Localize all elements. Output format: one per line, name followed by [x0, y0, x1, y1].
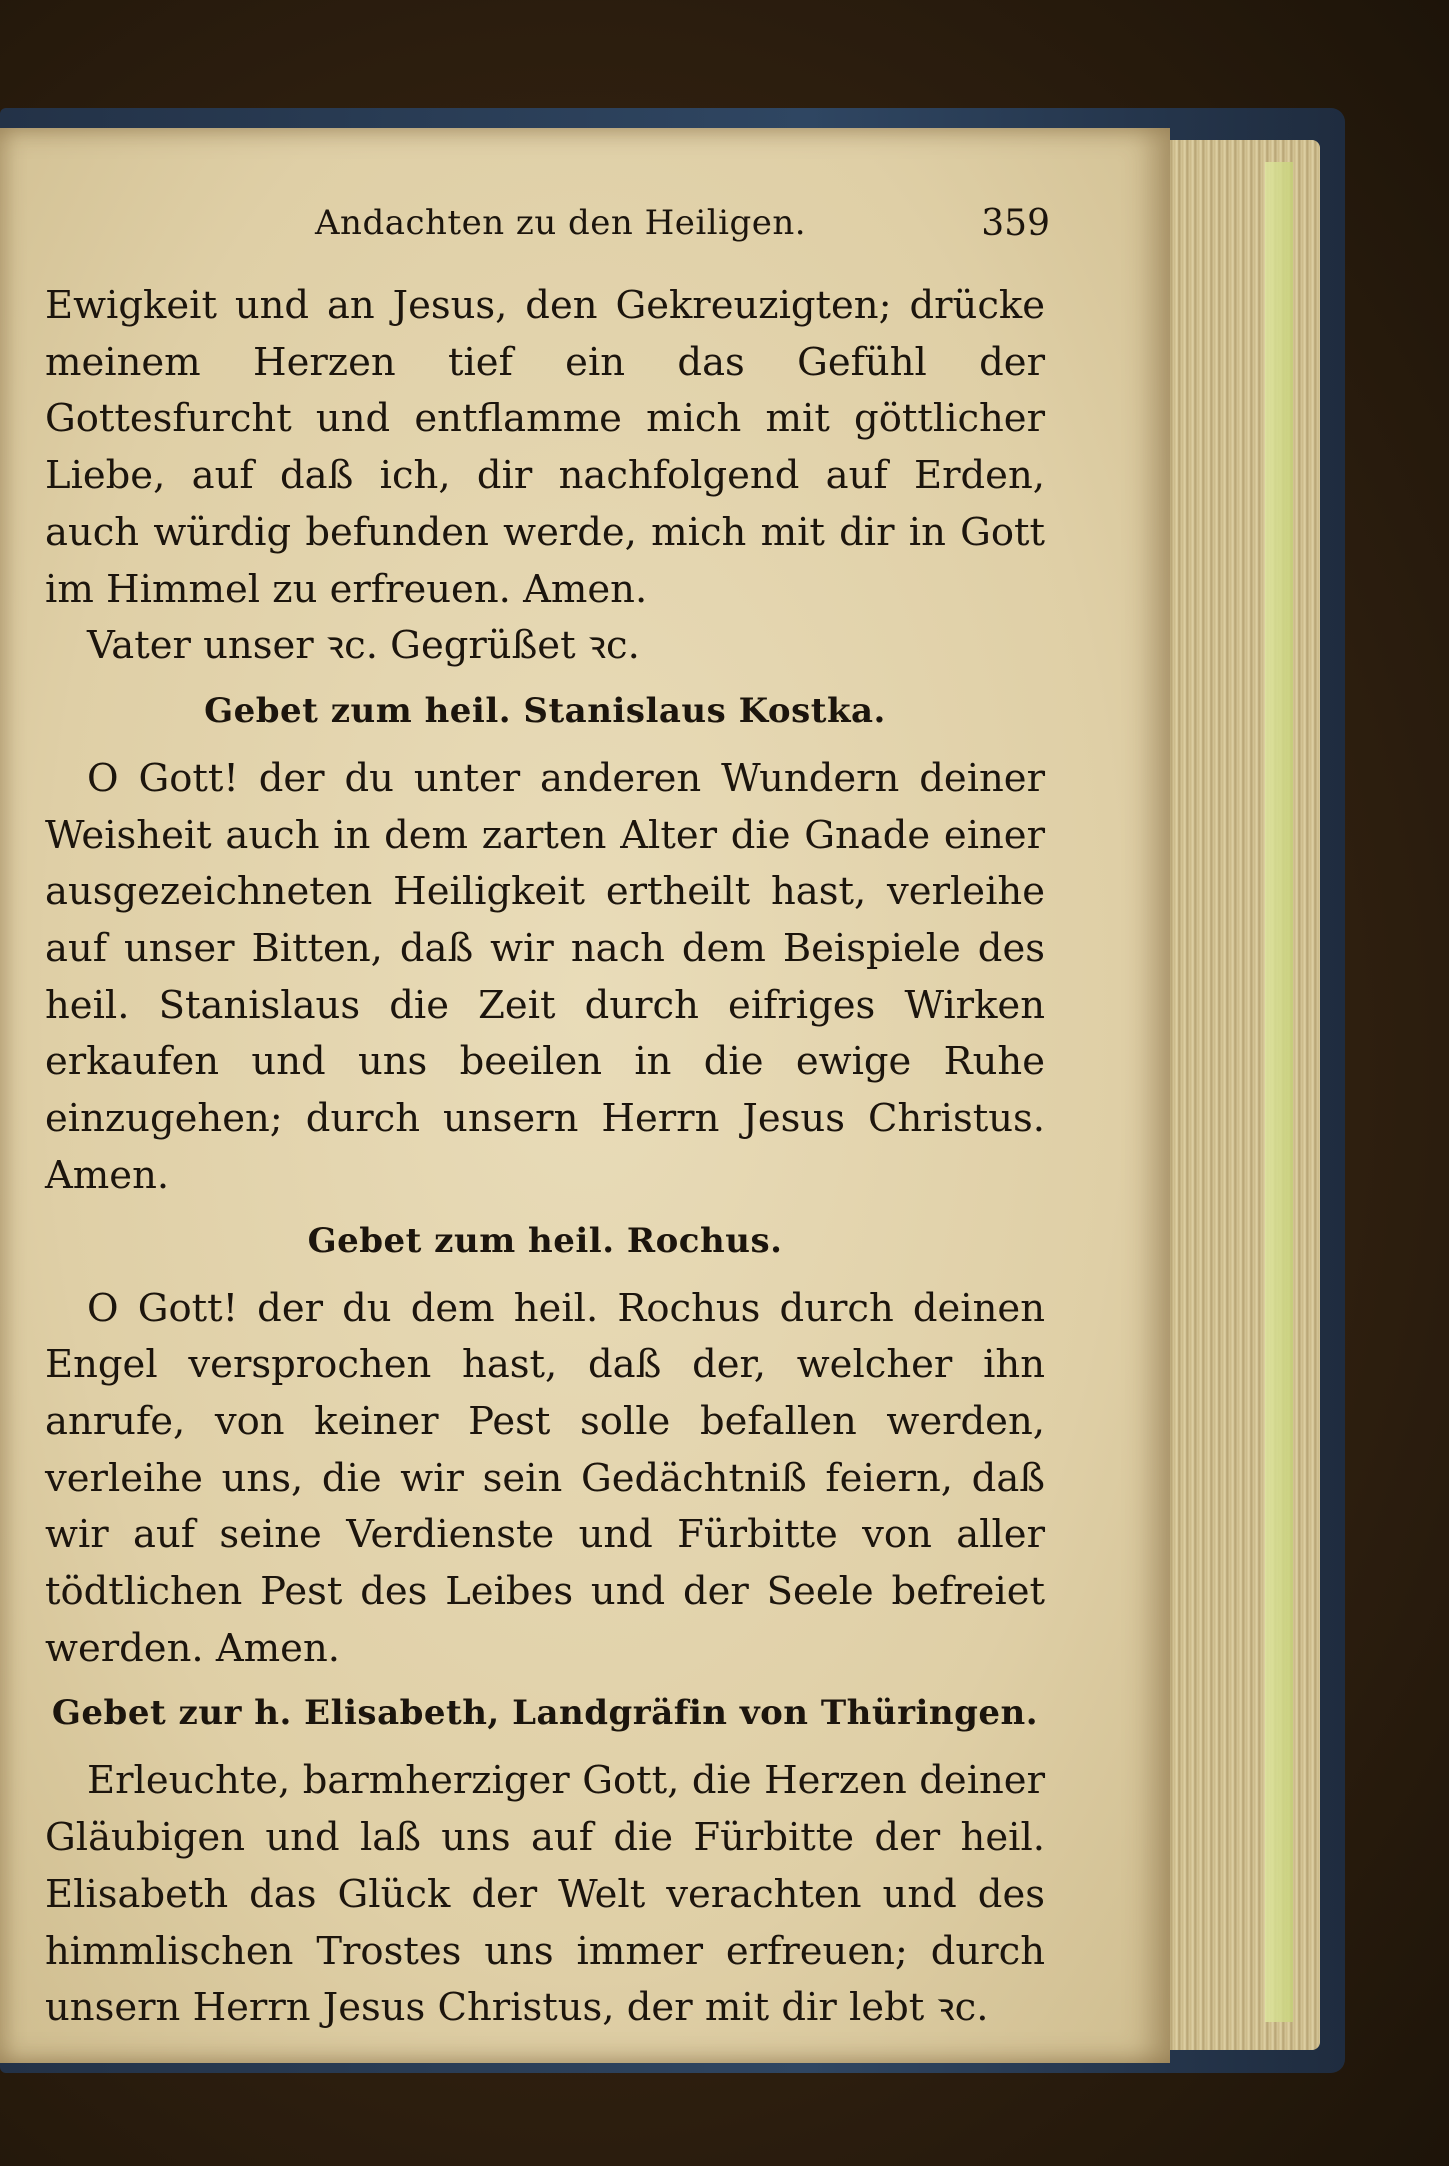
- running-title: Andachten zu den Heiligen.: [315, 203, 807, 243]
- page-edge-marker: [1265, 162, 1293, 2022]
- page-header: [45, 203, 1050, 263]
- section-heading-stanislaus: Gebet zum heil. Stanislaus Kostka.: [204, 690, 886, 731]
- section-text-stanislaus: O Gott! der du unter anderen Wundern deiner Weisheit auch in dem zarten Alter die Gnade einer ausgezeichneten Heiligkeit ertheilt hast, verleihe auf unser Bitten, daß wir nach dem Beispiele des heil. Stanislaus die Zeit durch eifriges Wirken erkaufen und uns beeilen in die ewige Ruhe einzugehen; durch unsern Herrn Jesus Christus. Amen.: [45, 755, 1045, 1198]
- section-heading-elisabeth: Gebet zur h. Elisabeth, Landgräfin von Thüringen.: [51, 1693, 1039, 1734]
- section-heading-rochus: Gebet zum heil. Rochus.: [307, 1220, 783, 1261]
- page-edges: [1150, 140, 1320, 2050]
- section-text-rochus: O Gott! der du dem heil. Rochus durch deinen Engel versprochen hast, daß der, welcher ihn anrufe, von keiner Pest solle befallen werden, verleihe uns, die wir sein Gedächtniß feiern, daß wir auf seine Verdienste und Fürbitte von aller tödtlichen Pest des Leibes und der Seele befreiet werden. Amen.: [45, 1285, 1045, 1671]
- page-body: [45, 278, 1045, 2037]
- section-text-elisabeth: Erleuchte, barmherziger Gott, die Herzen deiner Gläubigen und laß uns auf die Fürbitte der heil. Elisabeth das Glück der Welt verachten und des himmlischen Trostes uns immer erfreuen; durch unsern Herrn Jesus Christus, der mit dir lebt ꝛc.: [45, 1758, 1045, 2031]
- book-page: [0, 128, 1170, 2063]
- continuation-paragraph: Ewigkeit und an Jesus, den Gekreuzigten; drücke meinem Herzen tief ein das Gefühl der Gottesfurcht und entflamme mich mit göttlicher Liebe, auf daß ich, dir nachfolgend auf Erden, auch würdig befunden werde, mich mit dir in Gott im Himmel zu erfreuen. Amen.: [45, 283, 1045, 612]
- page-number: 359: [981, 203, 1050, 244]
- continuation-closing: Vater unser ꝛc. Gegrüßet ꝛc.: [87, 623, 640, 669]
